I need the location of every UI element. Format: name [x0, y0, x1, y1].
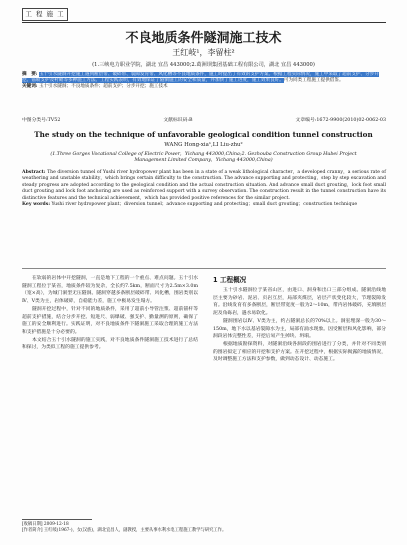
- body-paragraph: 在软弱的岩体中开挖隧洞，一直是地下工程的一个重点、难点问题。玉十引水隧洞工程位于某省，地质条件较为复杂，全长约7.5km，断面尺寸为2.5m×3.0m（宽×高），为城门洞型无压隧洞。隧洞穿越多条断层破碎带、风化槽，围岩类别以Ⅳ、Ⅴ类为主，岩体破碎，自稳能力差，施工中极易发生塌方。: [22, 276, 198, 305]
- english-affiliation: (1.Three Gorges Vocational College of Electric Power，Yichang 443000,China;2. Gezhouba Construction Group Hubei Project Management Limited Company，Yichang 443000,China): [50, 152, 357, 164]
- article-meta: [22, 116, 386, 123]
- body-paragraph: 本文结合玉十引水隧洞的施工实践，对不良地质条件隧洞施工技术进行了总结和探讨，为类似工程的施工提供参考。: [22, 337, 198, 351]
- cn-abstract: [22, 72, 386, 91]
- clc-number: 中图分类号:TV52: [22, 118, 61, 123]
- footnote-rule: [22, 519, 92, 520]
- cn-abstract-highlighted-text[interactable]: 玉十引水隧洞开挖施工遇到断层带、破碎带、裂隙发育带、风化槽等不良地质条件，施工时提出了有效的支护方案。根据工程实际情况，施工中采取了超前支护、分步开挖、锚喷支护及衬砌等多种施工方法。工程实践表明，有效地保证了隧洞施工的安全和质量，并加快了施工进度，施工效果良好。: [22, 72, 379, 84]
- keywords-text: 玉十引水隧洞；不良地质条件；超前支护；分步开挖；施工技术: [38, 84, 168, 90]
- footnote: [22, 522, 386, 534]
- english-keywords-label: Key words:: [22, 202, 51, 208]
- body-paragraph: 隧洞开挖过程中，针对不同的地质条件，采用了超前小导管注浆、超前锚杆等超前支护措施，结合分步开挖、短进尺、弱爆破、强支护、勤量测的原则，确保了施工的安全顺利进行。实践证明，对不良地质条件下隧洞施工采取合理的施工方法和支护措施是十分必要的。: [22, 306, 198, 335]
- body-paragraph: 根据地质勘探资料，对隧洞沿线各洞段的围岩进行了分类，并针对不同类别的围岩拟定了相应的开挖和支护方案。在开挖过程中，根据实际揭露的地质情况，及时调整施工方法和支护参数，做到动态设计、动态施工。: [213, 341, 386, 363]
- body-left-column: [22, 275, 198, 352]
- section-tag: 工 程 施 工: [22, 8, 68, 21]
- authors: 王红岐¹，李留柱²: [172, 48, 235, 57]
- article-number: 文章编号:1672-9900(2010)02-0062-03: [295, 118, 386, 123]
- keywords-label: 关键词:: [22, 84, 38, 90]
- article-title: 不良地质条件隧洞施工技术: [125, 31, 282, 46]
- body-right-column: [213, 275, 386, 364]
- body-paragraph: 玉十引水隧洞位于某省山区，由进口、洞身和出口三部分组成。隧洞沿线地层主要为砂岩、泥岩、页岩互层，局部夹煤层，岩层产状变化较大，节理裂隙发育。沿线发育有多条断层，断层带宽度一般为2～10m，带内岩体破碎，充填断层泥及角砾岩，遇水易软化。: [213, 288, 386, 317]
- english-abstract: [22, 170, 386, 208]
- english-abstract-text: The diversion tunnel of Yushi river hydropower plant has been in a state of a weak lithological character，a developed cranny，a serious rate of weathering and unstable stability，which brings certain difficulty to the construction. The advance supporting and protecting，step by step excavation and steady progress are adopted according to the geological condition and the actual construction situation. And advance small duct grouting，lock foot small duct grouting and lock foot anchoring are used as reinforced support with a survey observation. The construction result in the tunnel construction have its distinctive features and the technical achievement，which has provided positive references for the similar project.: [22, 170, 386, 201]
- divider: [22, 268, 386, 269]
- english-authors: WANG Hong-xia¹,LI Liu-zhu²: [164, 142, 243, 148]
- english-title: The study on the technique of unfavorable geological condition tunnel construction: [34, 130, 373, 139]
- cn-abstract-label: 摘 要:: [22, 72, 38, 77]
- header-rule: [22, 22, 386, 23]
- cn-abstract-text: 可为同类工程施工提供借鉴。: [283, 78, 344, 84]
- body-paragraph: 隧洞围岩以Ⅳ、Ⅴ类为主，约占隧洞总长的70%以上。洞室埋深一般为30～150m，地下水以基岩裂隙水为主，局部有涌水现象。因受断层和风化影响，部分洞段岩体完整性差，开挖后易产生掉块、坍塌。: [213, 318, 386, 340]
- section-heading: 1 工程概况: [213, 276, 247, 284]
- english-keywords-text: Yushi river hydropower plant；diversion tunnel；advance supporting and protecting；small duct grouting；construction technique: [51, 202, 358, 208]
- received-date: [收稿日期] 2009-12-18: [22, 522, 69, 527]
- affiliation: (1.三峡电力职业学院，湖北 宜昌 443000;2.葛洲坝集团基础工程有限公司，湖北 宜昌 443000): [92, 62, 315, 68]
- doc-code: 文献标识码:B: [163, 118, 193, 123]
- english-abstract-label: Abstract:: [22, 170, 46, 175]
- author-bio: [作者简介] 王红岐(1967-)，女(汉族)，湖北宜昌人，副教授，主要从事水利水电工程施工教学与研究工作。: [22, 528, 227, 533]
